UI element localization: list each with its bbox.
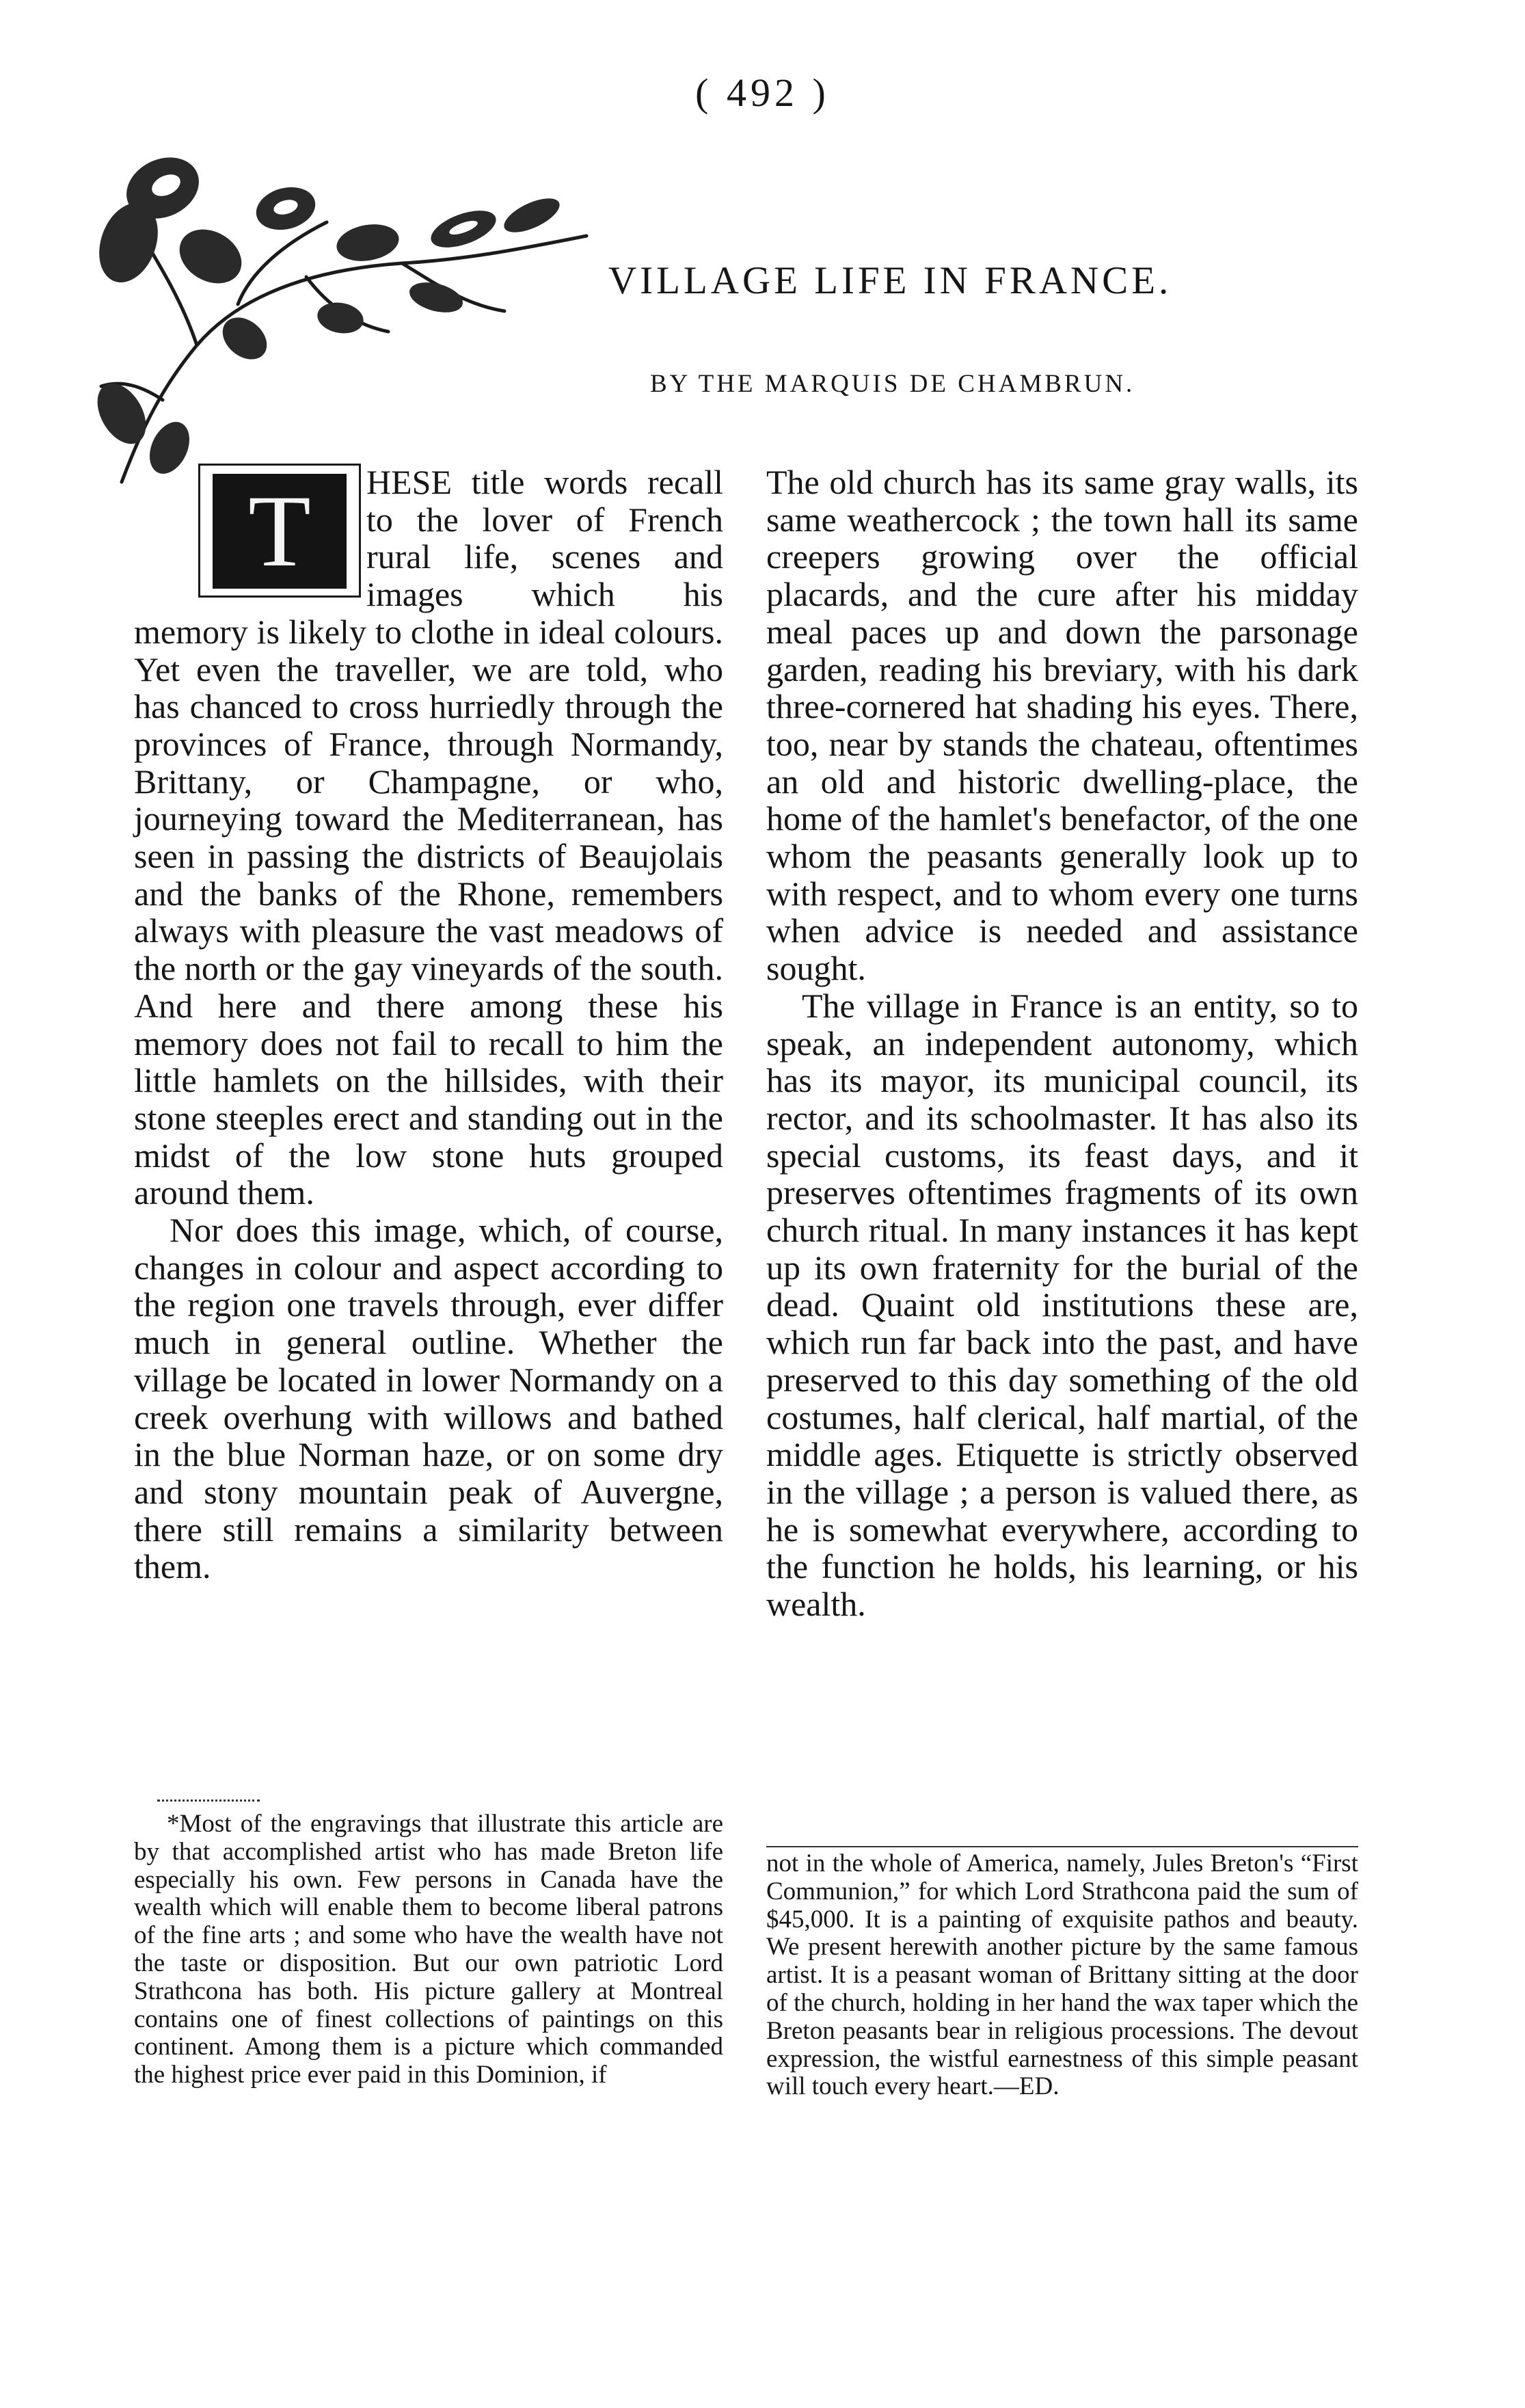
left-column [134, 464, 723, 1586]
article-title: VILLAGE LIFE IN FRANCE. [608, 259, 1172, 302]
drop-cap-letter: T [248, 474, 311, 588]
footnote-rule [157, 1800, 260, 1802]
footnote-column-rule [766, 1846, 1358, 1847]
drop-cap [134, 464, 366, 608]
footnote-text: not in the whole of America, namely, Jules Breton's “First Communion,” for which Lord Strathcona paid the sum of $45,000. It is a painting of exquisite pathos and beauty. We present herewith another picture by the same famous artist. It is a peasant woman of Brittany sitting at the door of the church, holding in her hand the wax taper which the Breton peasants bear in religious processions. The devout expression, the wistful earnestness of this simple peasant will touch every heart.—ED. [766, 1849, 1358, 2101]
footnote-left [134, 1810, 723, 2089]
paragraph: The village in France is an entity, so to speak, an independent autonomy, which has its mayor, its municipal council, its rector, and its schoolmaster. It has also its special customs, its feast days, and it preserves oftentimes fragments of its own church ritual. In many instances it has kept up its own fraternity for the burial of the dead. Quaint old institutions these are, which run far back into the past, and have preserved to this day something of the old costumes, half clerical, half martial, of the middle ages. Etiquette is strictly observed in the village ; a person is valued there, as he is somewhat everywhere, according to the function he holds, his learning, or his wealth. [766, 986, 1358, 1624]
right-column [766, 464, 1358, 1623]
article-byline: BY THE MARQUIS DE CHAMBRUN. [650, 370, 1135, 398]
paragraph: Nor does this image, which, of course, changes in colour and aspect according to the region one travels through, ever differ much in general outline. Whether the village be located in lower Normandy on a creek overhung with willows and bathed in the blue Norman haze, or on some dry and stony mountain peak of Auvergne, there still remains a similarity between them. [134, 1211, 723, 1586]
footnote-right [766, 1850, 1358, 2101]
paragraph: The old church has its same gray walls, its same weathercock ; the town hall its same creepers growing over the official placards, and the cure after his midday meal paces up and down the parsonage garden, reading his breviary, with his dark three-cornered hat shading his eyes. There, too, near by stands the chateau, oftentimes an old and historic dwelling-place, the home of the hamlet's benefactor, of the one whom the peasants generally look up to with respect, and to whom every one turns when advice is needed and assistance sought. [766, 463, 1358, 988]
page-number: ( 492 ) [695, 70, 830, 115]
floral-ornament [81, 140, 607, 496]
footnote-text: *Most of the engravings that illustrate this article are by that accomplished artist who has made Breton life especially his own. Few persons in Canada have the wealth which will enable them to become liberal patrons of the fine arts ; and some who have the wealth have not the taste or disposition. But our own patriotic Lord Strathcona has both. His picture gallery at Montreal contains one of finest collections of paintings on this continent. Among them is a picture which commanded the highest price ever paid in this Dominion, if [134, 1810, 723, 2089]
paragraph: HESE title words recall to the lover of French rural life, scenes and images which his memory is likely to clothe in ideal colours. Yet even the traveller, we are told, who has chanced to cross hurriedly through the provinces of France, through Normandy, Brittany, or Champagne, or who, journeying toward the Mediterranean, has seen in passing the districts of Beaujolais and the banks of the Rhone, remembers always with pleasure the vast meadows of the north or the gay vineyards of the south. And here and there among these his memory does not fail to recall to him the little hamlets on the hillsides, with their stone steeples erect and standing out in the midst of the low stone huts grouped around them. [134, 463, 723, 1212]
